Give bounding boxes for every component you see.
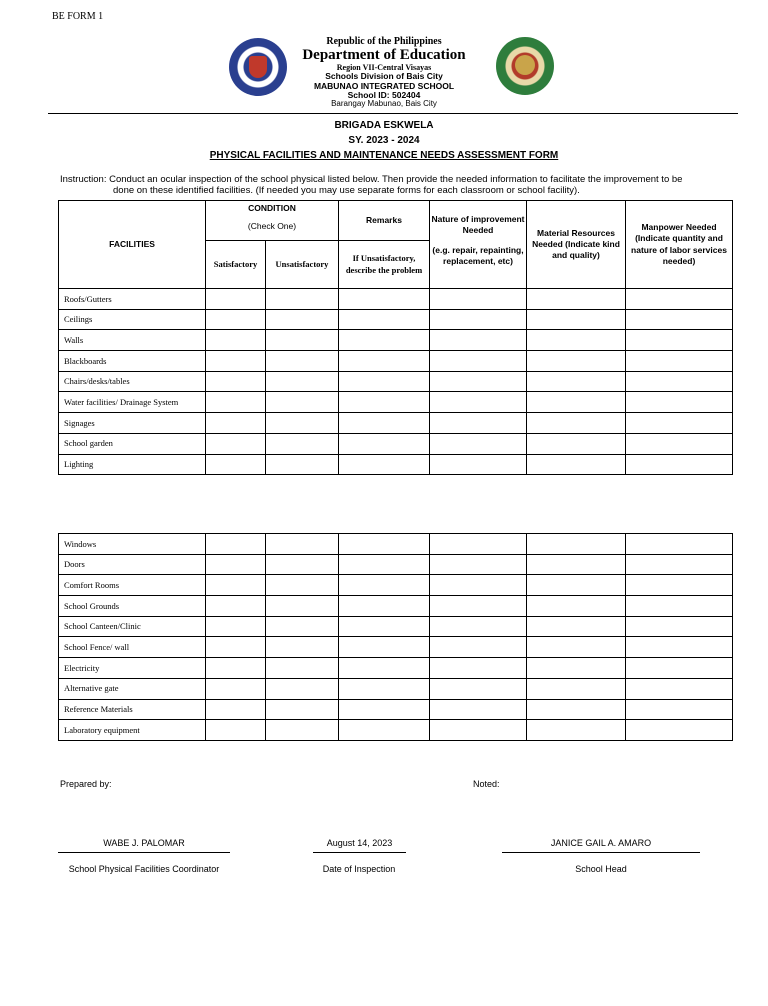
remarks-cell[interactable] [339,330,430,351]
material-cell[interactable] [527,720,626,741]
facility-name: Windows [59,534,206,555]
remarks-sub-header: If Unsatisfactory, describe the problem [339,241,430,289]
instruction-line-2: done on these identified facilities. (If needed you may use separate forms for each classroom or school facility). [113,185,580,197]
facility-name: Lighting [59,454,206,475]
instruction-text [60,174,730,197]
satisfactory-cell[interactable] [206,351,266,372]
remarks-cell[interactable] [339,351,430,372]
remarks-cell[interactable] [339,575,430,596]
remarks-cell[interactable] [339,534,430,555]
facility-name: Reference Materials [59,699,206,720]
nature-cell[interactable] [430,454,527,475]
prepared-by-label: Prepared by: [60,779,112,789]
facility-row [59,720,733,741]
manpower-cell[interactable] [626,534,733,555]
manpower-cell[interactable] [626,720,733,741]
facility-name: Ceilings [59,309,206,330]
manpower-cell[interactable] [626,454,733,475]
remarks-cell[interactable] [339,309,430,330]
department-name: Department of Education [302,47,466,63]
material-cell[interactable] [527,371,626,392]
facility-name: Chairs/desks/tables [59,371,206,392]
satisfactory-cell[interactable] [206,534,266,555]
manpower-cell[interactable] [626,699,733,720]
school-name: MABUNAO INTEGRATED SCHOOL [313,80,455,91]
unsatisfactory-cell[interactable] [266,351,339,372]
satisfactory-cell[interactable] [206,658,266,679]
facility-name: School Canteen/Clinic [59,616,206,637]
remarks-cell[interactable] [339,720,430,741]
unsatisfactory-cell[interactable] [266,554,339,575]
facility-row [59,534,733,555]
instruction-line-1: Instruction: Conduct an ocular inspection of the school physical listed below. Then provide the needed information to facilitate the improvement to be [60,174,683,185]
facility-row [59,637,733,658]
facility-name: School garden [59,433,206,454]
facility-row [59,678,733,699]
nature-cell[interactable] [430,289,527,310]
satisfactory-cell[interactable] [206,637,266,658]
coordinator-name: WABE J. PALOMAR [103,838,185,848]
material-cell[interactable] [527,433,626,454]
nature-cell[interactable] [430,330,527,351]
nature-cell[interactable] [430,554,527,575]
satisfactory-cell[interactable] [206,392,266,413]
date-of-inspection-label: Date of Inspection [322,864,396,874]
unsatisfactory-header: Unsatisfactory [266,241,339,289]
school-year: SY. 2023 - 2024 [348,135,420,146]
satisfactory-cell[interactable] [206,699,266,720]
assessment-table-part-1 [58,200,733,475]
date-signature-line [313,852,406,853]
manpower-cell[interactable] [626,392,733,413]
nature-label: Nature of improvement Needed [431,214,525,236]
facility-name: Comfort Rooms [59,575,206,596]
facility-name: School Fence/ wall [59,637,206,658]
nature-cell[interactable] [430,678,527,699]
nature-cell[interactable] [430,371,527,392]
facility-row [59,351,733,372]
facility-row [59,371,733,392]
facilities-header: FACILITIES [59,201,206,289]
deped-seal-logo [229,38,287,96]
material-cell[interactable] [527,351,626,372]
nature-cell[interactable] [430,720,527,741]
form-title [0,150,768,161]
unsatisfactory-cell[interactable] [266,413,339,434]
remarks-cell[interactable] [339,371,430,392]
coordinator-signature-line [58,852,230,853]
check-one-label: (Check One) [247,220,297,231]
nature-cell[interactable] [430,658,527,679]
manpower-cell[interactable] [626,575,733,596]
facility-row [59,413,733,434]
facility-row [59,616,733,637]
facility-name: Blackboards [59,351,206,372]
manpower-header: Manpower Needed (Indicate quantity and nature of labor services needed) [626,201,733,289]
satisfactory-cell[interactable] [206,330,266,351]
satisfactory-cell[interactable] [206,554,266,575]
unsatisfactory-cell[interactable] [266,575,339,596]
material-cell[interactable] [527,289,626,310]
letterhead [300,36,468,109]
coordinator-role: School Physical Facilities Coordinator [68,864,220,874]
nature-cell[interactable] [430,637,527,658]
material-cell[interactable] [527,575,626,596]
facility-name: Laboratory equipment [59,720,206,741]
facility-row [59,554,733,575]
satisfactory-cell[interactable] [206,454,266,475]
nature-cell[interactable] [430,596,527,617]
remarks-cell[interactable] [339,454,430,475]
nature-cell[interactable] [430,575,527,596]
remarks-cell[interactable] [339,413,430,434]
material-cell[interactable] [527,596,626,617]
satisfactory-cell[interactable] [206,720,266,741]
satisfactory-cell[interactable] [206,575,266,596]
unsatisfactory-cell[interactable] [266,534,339,555]
material-cell[interactable] [527,330,626,351]
manpower-cell[interactable] [626,554,733,575]
unsatisfactory-cell[interactable] [266,658,339,679]
form-title-text: PHYSICAL FACILITIES AND MAINTENANCE NEEDS ASSESSMENT FORM [209,150,559,161]
manpower-cell[interactable] [626,637,733,658]
satisfactory-cell[interactable] [206,371,266,392]
barangay-line: Barangay Mabunao, Bais City [331,99,437,109]
satisfactory-cell[interactable] [206,596,266,617]
remarks-cell[interactable] [339,596,430,617]
facility-row [59,330,733,351]
material-cell[interactable] [527,392,626,413]
facility-name: Water facilities/ Drainage System [59,392,206,413]
facility-row [59,309,733,330]
facility-row [59,699,733,720]
material-cell[interactable] [527,637,626,658]
remarks-cell[interactable] [339,616,430,637]
material-cell[interactable] [527,454,626,475]
manpower-cell[interactable] [626,371,733,392]
material-cell[interactable] [527,413,626,434]
nature-cell[interactable] [430,616,527,637]
facility-row [59,454,733,475]
republic-line: Republic of the Philippines [326,36,442,47]
unsatisfactory-cell[interactable] [266,309,339,330]
facility-name: Alternative gate [59,678,206,699]
satisfactory-cell[interactable] [206,309,266,330]
material-cell[interactable] [527,554,626,575]
remarks-cell[interactable] [339,289,430,310]
manpower-cell[interactable] [626,413,733,434]
facility-row [59,596,733,617]
brigada-title: BRIGADA ESKWELA [334,120,434,131]
division-line: Schools Division of Bais City [325,71,443,82]
nature-cell[interactable] [430,413,527,434]
material-cell[interactable] [527,309,626,330]
school-head-name: JANICE GAIL A. AMARO [550,838,652,848]
condition-header [206,201,339,241]
manpower-cell[interactable] [626,433,733,454]
nature-cell[interactable] [430,392,527,413]
facility-name: Roofs/Gutters [59,289,206,310]
unsatisfactory-cell[interactable] [266,720,339,741]
facility-row [59,658,733,679]
remarks-cell[interactable] [339,678,430,699]
nature-header [430,201,527,289]
material-header: Material Resources Needed (Indicate kind and quality) [527,201,626,289]
remarks-cell[interactable] [339,392,430,413]
manpower-cell[interactable] [626,596,733,617]
remarks-cell[interactable] [339,637,430,658]
facility-row [59,392,733,413]
facility-row [59,575,733,596]
manpower-cell[interactable] [626,289,733,310]
nature-cell[interactable] [430,309,527,330]
satisfactory-header: Satisfactory [206,241,266,289]
manpower-cell[interactable] [626,309,733,330]
unsatisfactory-cell[interactable] [266,454,339,475]
satisfactory-cell[interactable] [206,678,266,699]
inspection-date: August 14, 2023 [326,838,393,848]
school-id: School ID: 502404 [347,89,421,100]
manpower-cell[interactable] [626,616,733,637]
facility-row [59,289,733,310]
noted-label: Noted: [473,779,500,789]
unsatisfactory-cell[interactable] [266,699,339,720]
unsatisfactory-cell[interactable] [266,392,339,413]
remarks-cell[interactable] [339,554,430,575]
satisfactory-cell[interactable] [206,289,266,310]
remarks-cell[interactable] [339,433,430,454]
nature-cell[interactable] [430,351,527,372]
form-code: BE FORM 1 [52,11,104,22]
manpower-cell[interactable] [626,658,733,679]
facility-row [59,433,733,454]
material-cell[interactable] [527,678,626,699]
school-head-role: School Head [575,864,627,874]
satisfactory-cell[interactable] [206,413,266,434]
assessment-table-part-2 [58,533,733,741]
header-divider [48,113,738,114]
manpower-cell[interactable] [626,351,733,372]
satisfactory-cell[interactable] [206,616,266,637]
remarks-cell[interactable] [339,658,430,679]
remarks-cell[interactable] [339,699,430,720]
remarks-header: Remarks [339,201,430,241]
nature-cell[interactable] [430,699,527,720]
unsatisfactory-cell[interactable] [266,289,339,310]
unsatisfactory-cell[interactable] [266,616,339,637]
unsatisfactory-cell[interactable] [266,596,339,617]
manpower-cell[interactable] [626,330,733,351]
material-cell[interactable] [527,658,626,679]
unsatisfactory-cell[interactable] [266,433,339,454]
unsatisfactory-cell[interactable] [266,371,339,392]
unsatisfactory-cell[interactable] [266,330,339,351]
material-cell[interactable] [527,616,626,637]
condition-label: CONDITION [248,203,296,214]
satisfactory-cell[interactable] [206,433,266,454]
unsatisfactory-cell[interactable] [266,678,339,699]
facility-name: School Grounds [59,596,206,617]
school-head-signature-line [502,852,700,853]
material-cell[interactable] [527,534,626,555]
nature-cell[interactable] [430,534,527,555]
manpower-cell[interactable] [626,678,733,699]
school-division-seal-logo [496,37,554,95]
unsatisfactory-cell[interactable] [266,637,339,658]
nature-cell[interactable] [430,433,527,454]
nature-sub-label: (e.g. repair, repainting, replacement, etc) [432,244,524,266]
material-cell[interactable] [527,699,626,720]
facility-name: Walls [59,330,206,351]
facility-name: Signages [59,413,206,434]
region-line: Region VII-Central Visayas [336,62,432,72]
facility-name: Electricity [59,658,206,679]
facility-name: Doors [59,554,206,575]
